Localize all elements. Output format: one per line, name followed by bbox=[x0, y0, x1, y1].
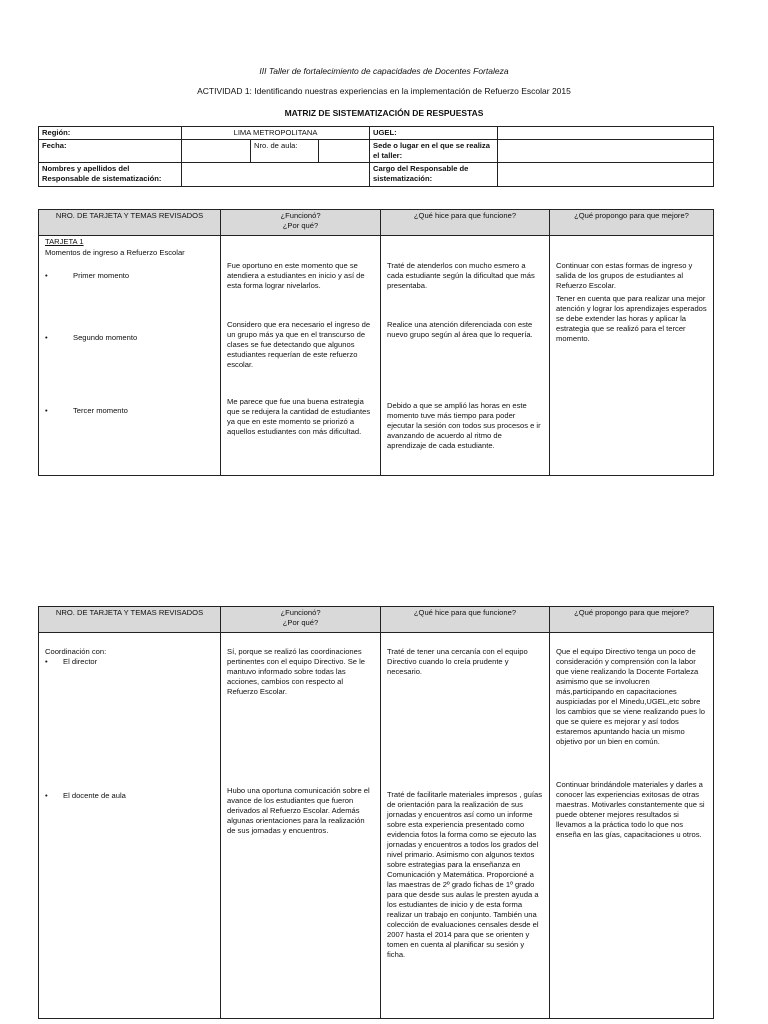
col-header-tarjeta: NRO. DE TARJETA Y TEMAS REVISADOS bbox=[39, 210, 221, 236]
cargo-value bbox=[498, 163, 714, 187]
list-item: • El docente de aula bbox=[45, 791, 126, 800]
activity-title: ACTIVIDAD 1: Identificando nuestras experiencias en la implementación de Refuerzo Escolar 2015 bbox=[197, 86, 571, 96]
col-header-propongo: ¿Qué propongo para que mejore? bbox=[550, 607, 714, 633]
fecha-label: Fecha: bbox=[39, 140, 182, 163]
nombres-value bbox=[182, 163, 370, 187]
list-item: • El director bbox=[45, 657, 98, 666]
matrix-table-1 bbox=[38, 209, 714, 476]
did-cell: Traté de tener una cercanía con el equipo Directivo cuando lo creía prudente y necesario. Traté de facilitarle materiales impresos , guías de orientación para la realización de sus jornadas y encuentros así como un informe sobre esta experiencia presentado como evidencia fotos la forma como se ejecuto las jornadas y encuentros a todos los grados del nivel primario. Asimismo con algunos textos sobre estrategias para la enseñanza en Comunicación y Matemática. Proporcioné a las maestras de 2º grado fichas de 1º grado para que desde sus aulas le presten ayuda a los estudiantes de inicio y de esta forma realizar un trabajo en conjunto. También una colección de evaluaciones censales desde el 2007 hasta el 2014 para que se orienten y tomen en cuenta al planificar su sesión y ficha. bbox=[381, 633, 550, 1019]
col-header-tarjeta: NRO. DE TARJETA Y TEMAS REVISADOS bbox=[39, 607, 221, 633]
aula-value bbox=[319, 140, 370, 163]
matrix-title: MATRIZ DE SISTEMATIZACIÓN DE RESPUESTAS bbox=[284, 108, 484, 118]
card-topic: Momentos de ingreso a Refuerzo Escolar bbox=[45, 248, 185, 257]
nombres-label: Nombres y apellidos del Responsable de sistematización: bbox=[39, 163, 182, 187]
fecha-value bbox=[182, 140, 251, 163]
topics-cell bbox=[39, 633, 221, 1019]
why-cell: Fue oportuno en este momento que se atendiera a estudiantes en inicio y así de esta forma lograr nivelarlos. Considero que era necesario el ingreso de un grupo más ya que en el transcurso de clases se fue detectando que algunos estudiantes requerían de este refuerzo escolar. Me parece que fue una buena estrategia que se redujera la cantidad de estudiantes ya que en este momento se priorizó a aquellos estudiantes con más dificultad. bbox=[221, 236, 381, 476]
col-header-funciono: ¿Funcionó? ¿Por qué? bbox=[221, 607, 381, 633]
why-cell: Sí, porque se realizó las coordinaciones pertinentes con el equipo Directivo. Se le mantuvo informado sobre todas las acciones, cambios con respecto al Refuerzo Escolar. Hubo una oportuna comunicación sobre el avance de los estudiantes que fueron derivados al Refuerzo Escolar. Además algunas orientaciones para la realización de sus jornadas y encuentros. bbox=[221, 633, 381, 1019]
did-cell: Traté de atenderlos con mucho esmero a cada estudiante según la dificultad que más presentaba. Realice una atención diferenciada con este nuevo grupo según al área que lo requería. Debido a que se amplió las horas en este momento tuve más tiempo para poder ejecutar la sesión con todos sus procesos e ir avanzando de acuerdo al ritmo de aprendizaje de cada estudiante. bbox=[381, 236, 550, 476]
sede-label: Sede o lugar en el que se realiza el taller: bbox=[370, 140, 498, 163]
info-table bbox=[38, 126, 714, 187]
col-header-propongo: ¿Qué propongo para que mejore? bbox=[550, 210, 714, 236]
coordination-label: Coordinación con: bbox=[45, 647, 107, 656]
cargo-label: Cargo del Responsable de sistematización: bbox=[370, 163, 498, 187]
ugel-value bbox=[498, 127, 714, 140]
region-value: LIMA METROPOLITANA bbox=[182, 127, 370, 140]
col-header-que-hice: ¿Qué hice para que funcione? bbox=[381, 210, 550, 236]
workshop-subtitle: III Taller de fortalecimiento de capacidades de Docentes Fortaleza bbox=[259, 66, 509, 76]
sede-value bbox=[498, 140, 714, 163]
ugel-label: UGEL: bbox=[370, 127, 498, 140]
list-item: • Segundo momento bbox=[45, 333, 138, 342]
propose-cell: Continuar con estas formas de ingreso y salida de los grupos de estudiantes al Refuerzo Escolar. Tener en cuenta que para realizar una mejor atención y lograr los aprendizajes esperados se debe extender las horas y aplicar la estrategia que se realizó para el tercer momento. bbox=[550, 236, 714, 476]
col-header-funciono: ¿Funcionó? ¿Por qué? bbox=[221, 210, 381, 236]
card-label: TARJETA 1 bbox=[45, 237, 84, 246]
list-item: • Primer momento bbox=[45, 271, 130, 280]
propose-cell: Que el equipo Directivo tenga un poco de consideración y comprensión con la labor que viene realizando la Docente Fortaleza asimismo que se involucren más,participando en capacitaciones auspiciadas por el Minedu,UGEL,etc sobre los cambios que se viene realizando pues lo que se quiere es mejorar y así todos estaremos apuntando hacia un mismo objetivo por un bien en común. Continuar brindándole materiales y darles a conocer las experiencias exitosas de otras maestras. Motivarles constantemente que si puede obtener mejores resultados si llevamos a la práctica todo lo que nos enseña en las gías, capacitaciones u otros. bbox=[550, 633, 714, 1019]
col-header-que-hice: ¿Qué hice para que funcione? bbox=[381, 607, 550, 633]
topics-cell bbox=[39, 236, 221, 476]
aula-label: Nro. de aula: bbox=[251, 140, 319, 163]
region-label: Región: bbox=[39, 127, 182, 140]
matrix-table-2 bbox=[38, 606, 714, 1019]
list-item: • Tercer momento bbox=[45, 406, 128, 415]
